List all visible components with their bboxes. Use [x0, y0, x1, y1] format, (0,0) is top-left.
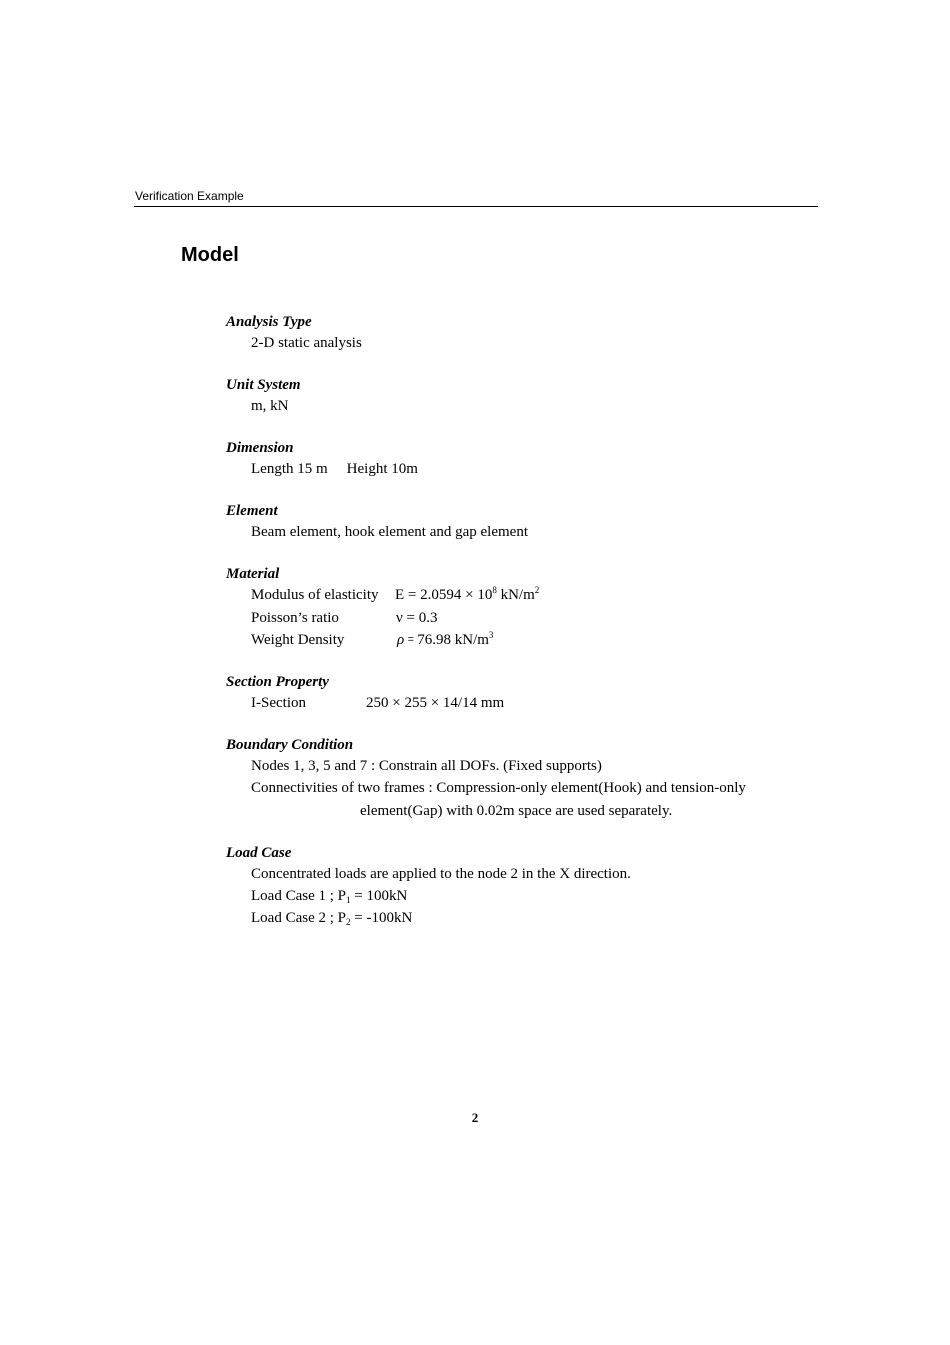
element-heading: Element [226, 503, 278, 519]
analysis-type-heading: Analysis Type [226, 314, 312, 330]
material-poisson-value: ν = 0.3 [396, 610, 438, 626]
running-header: Verification Example [135, 189, 244, 203]
material-modulus-value: $E = 2.0594 \times 10^8$ $kN/m^2$ [395, 585, 540, 603]
boundary-condition-heading: Boundary Condition [226, 737, 354, 753]
boundary-condition-line-2: Connectivities of two frames : Compression-only element(Hook) and tension-only [251, 780, 746, 796]
boundary-condition-line-1: Nodes 1, 3, 5 and 7 : Constrain all DOFs. (Fixed supports) [251, 758, 602, 774]
rho-symbol: ρ [397, 632, 405, 648]
load-case-2: Load Case 2 ; $P_2 = -100kN$ [251, 910, 413, 927]
section-property-value: 250 × 255 × 14/14 mm [366, 695, 505, 711]
section-property-label: I-Section [251, 695, 306, 711]
material-density-label: Weight Density [251, 632, 345, 648]
load-case-heading: Load Case [226, 845, 292, 861]
dimension-length: Length 15 m [251, 461, 328, 477]
material-heading: Material [226, 566, 280, 582]
element-value: Beam element, hook element and gap element [251, 524, 528, 540]
analysis-type-value: 2-D static analysis [251, 335, 362, 351]
page-title: Model [181, 244, 239, 266]
material-poisson-label: Poisson’s ratio [251, 610, 339, 626]
material-modulus-label: Modulus of elasticity [251, 587, 379, 603]
boundary-condition-line-3: element(Gap) with 0.02m space are used separately. [360, 803, 673, 819]
dimension-line [251, 461, 418, 478]
section-property-heading: Section Property [226, 674, 329, 690]
dimension-heading: Dimension [226, 440, 294, 456]
load-case-1: Load Case 1 ; $P_1 = 100kN$ [251, 888, 408, 905]
dimension-height: Height 10m [346, 461, 418, 477]
page-number: 2 [471, 1110, 479, 1125]
header-rule [134, 206, 818, 207]
material-density-value: ρ ꞊ 76.98 $kN/m^3$ [397, 630, 494, 648]
load-case-description: Concentrated loads are applied to the node 2 in the X direction. [251, 866, 631, 882]
unit-system-heading: Unit System [226, 377, 301, 393]
unit-system-value: m, kN [251, 398, 289, 414]
